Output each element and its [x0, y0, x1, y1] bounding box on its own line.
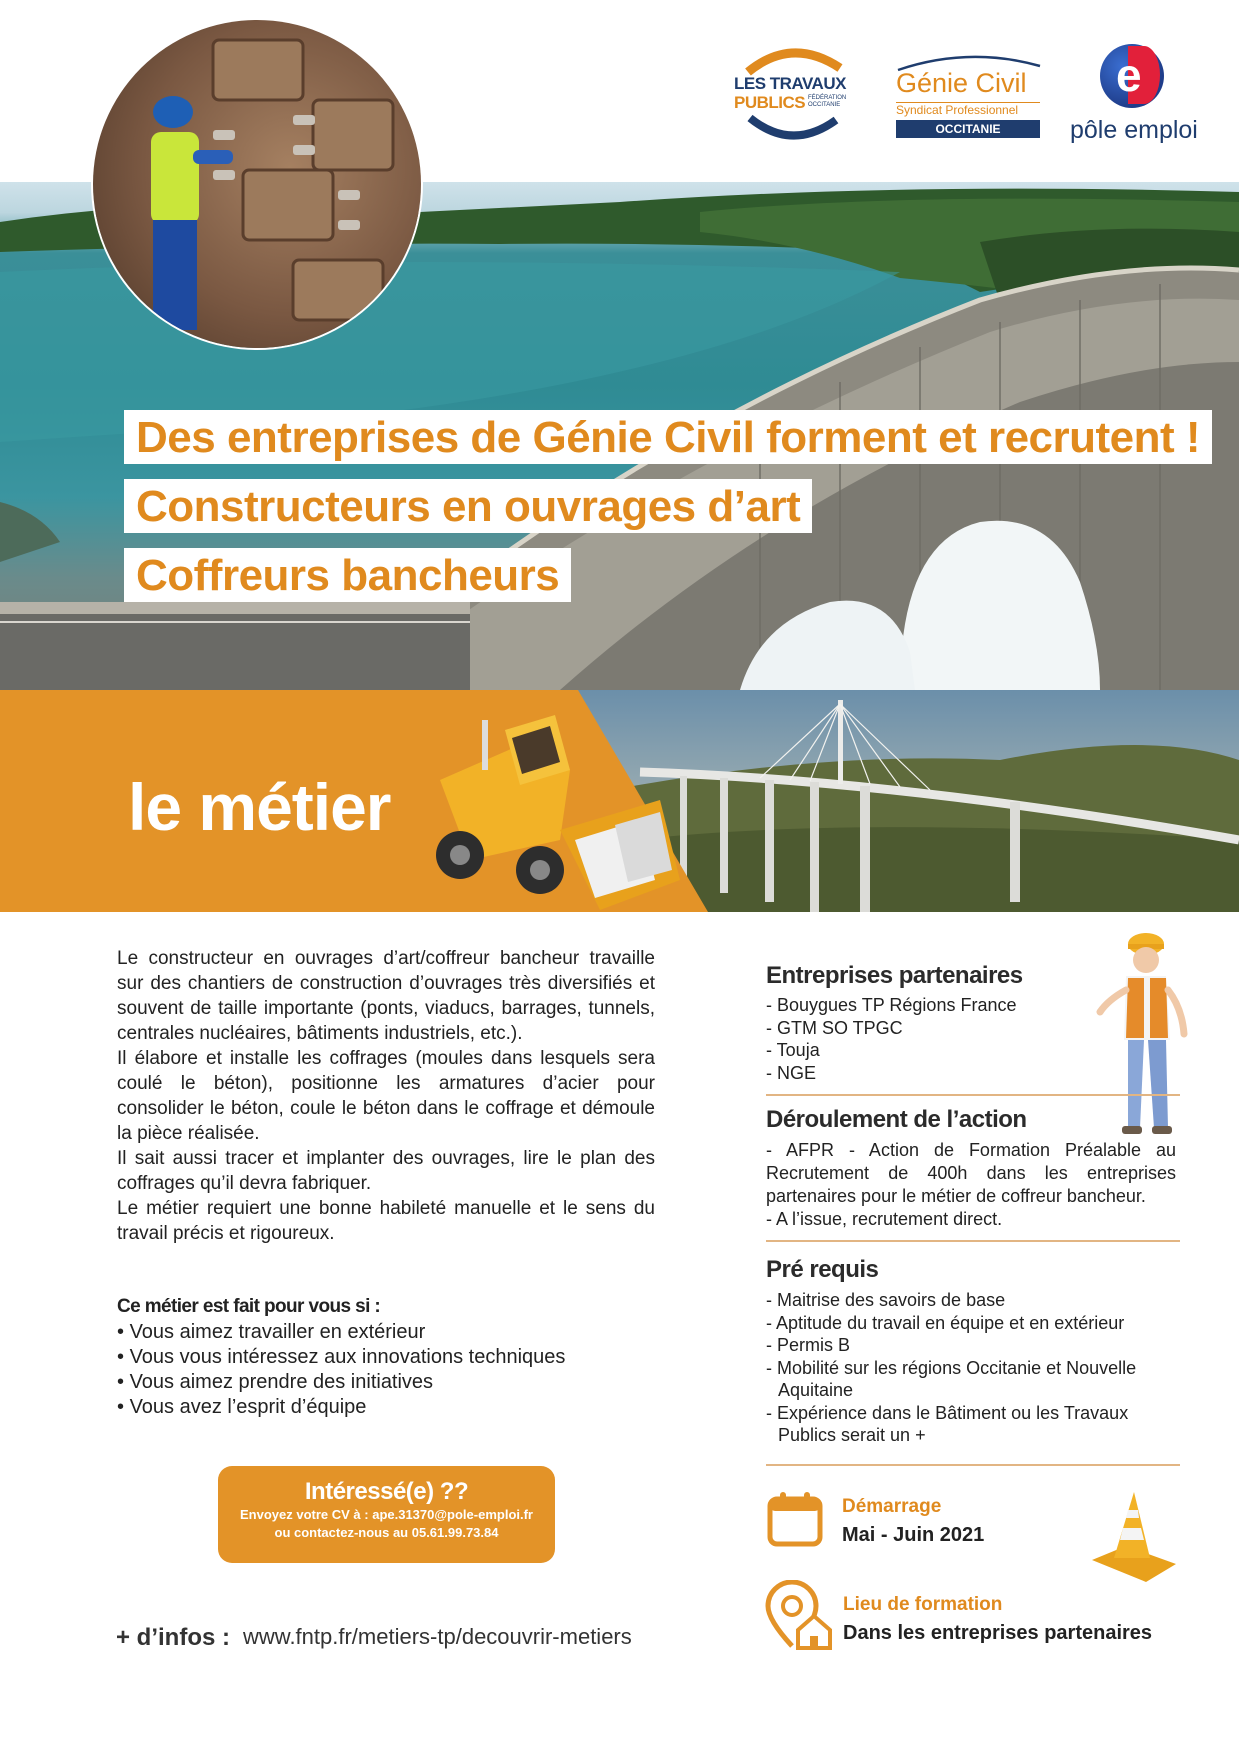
- separator: [766, 1240, 1180, 1242]
- location-home-icon: [764, 1580, 832, 1650]
- deroulement-title: Déroulement de l’action: [766, 1106, 1027, 1133]
- logo-pole-emploi: [1062, 44, 1202, 148]
- prerequis-item: - Permis B: [766, 1334, 1176, 1357]
- traffic-cone-icon: [1086, 1488, 1178, 1586]
- location-svg: [764, 1580, 832, 1650]
- logo-tp-sub: [808, 95, 846, 109]
- fit-item: • Vous aimez travailler en extérieur: [117, 1320, 565, 1345]
- fit-title: Ce métier est fait pour vous si :: [117, 1296, 381, 1317]
- prerequis-item: - Expérience dans le Bâtiment ou les Travaux Publics serait un +: [766, 1402, 1176, 1447]
- demarrage-label: Démarrage: [842, 1496, 942, 1517]
- deroulement-p2: - A l’issue, recrutement direct.: [766, 1209, 1003, 1229]
- desc-paragraph: Le métier requiert une bonne habileté manuelle et le sens du travail précis et rigoureux.: [117, 1198, 655, 1244]
- deroulement-p1: - AFPR - Action de Formation Préalable au Recrutement de 400h dans les entreprises partenaires pour le métier de coffreur bancheur.: [766, 1140, 1176, 1206]
- lieu-value: Dans les entreprises partenaires: [843, 1622, 1153, 1644]
- desc-paragraph: Le constructeur en ouvrages d’art/coffreur bancheur travaille sur des chantiers de construction d’ouvrages très diversifiés et souvent de taille importante (ponts, viaducs, barrages, tunnels, centrales nucléaires, bâtiments industriels, etc.).: [117, 948, 655, 1044]
- metier-description: [117, 946, 655, 1246]
- fit-item: • Vous aimez prendre des initiatives: [117, 1370, 565, 1395]
- separator: [766, 1094, 1180, 1096]
- separator: [766, 1464, 1180, 1466]
- interested-cta-box[interactable]: [218, 1466, 555, 1563]
- cta-email-line[interactable]: Envoyez votre CV à : ape.31370@pole-emploi.fr: [240, 1507, 533, 1522]
- headline-constructeurs: Constructeurs en ouvrages d’art: [124, 479, 812, 533]
- partenaire-item: - GTM SO TPGC: [766, 1017, 1176, 1040]
- partenaire-item: - Bouygues TP Régions France: [766, 994, 1176, 1017]
- logo-genie-civil: [894, 52, 1044, 144]
- partenaire-item: - NGE: [766, 1062, 1176, 1085]
- calendar-svg: [766, 1490, 824, 1548]
- headline-coffreurs: Coffreurs bancheurs: [124, 548, 571, 602]
- desc-paragraph: Il sait aussi tracer et implanter des ouvrages, lire le plan des coffrages qu’il devra fabriquer.: [117, 1148, 655, 1194]
- desc-paragraph: Il élabore et installe les coffrages (moules dans lesquels sera coulé le béton), positionne les armatures d’acier pour consolider le béton, coule le béton dans le coffrage et démoule la pièce réalisée.: [117, 1048, 655, 1144]
- prerequis-item: - Maitrise des savoirs de base: [766, 1289, 1176, 1312]
- fit-item: • Vous avez l’esprit d’équipe: [117, 1395, 565, 1420]
- prerequis-list: [766, 1289, 1176, 1447]
- info-label: + d’infos :: [116, 1624, 230, 1651]
- logo-gc-title: Génie Civil: [896, 68, 1027, 98]
- logo-tp-sub1: FÉDÉRATION: [808, 95, 847, 101]
- cone-svg: [1086, 1488, 1178, 1586]
- calendar-icon: [766, 1490, 824, 1548]
- pole-emploi-name: pôle emploi: [1070, 116, 1198, 144]
- logo-gc-region: OCCITANIE: [896, 120, 1040, 138]
- logo-tp-sub2: OCCITANIE: [808, 102, 841, 108]
- partenaires-list: [766, 994, 1176, 1084]
- pole-emploi-mark: e: [1116, 49, 1142, 101]
- prerequis-title: Pré requis: [766, 1256, 879, 1283]
- partenaire-item: - Touja: [766, 1039, 1176, 1062]
- lieu-label: Lieu de formation: [843, 1594, 1003, 1615]
- logo-travaux-publics: [728, 44, 858, 144]
- headline-recrutent: Des entreprises de Génie Civil forment et recrutent !: [124, 410, 1212, 464]
- tunnel-boring-worker-photo: [93, 20, 421, 348]
- logo-gc-subtitle: Syndicat Professionnel: [896, 102, 1040, 117]
- prerequis-item: - Mobilité sur les régions Occitanie et Nouvelle Aquitaine: [766, 1357, 1176, 1402]
- cta-title: Intéressé(e) ??: [304, 1478, 469, 1505]
- logo-tp-line2: PUBLICS: [734, 93, 806, 112]
- fit-list: [117, 1320, 565, 1420]
- cta-phone-line[interactable]: ou contactez-nous au 05.61.99.73.84: [274, 1525, 499, 1540]
- fit-item: • Vous vous intéressez aux innovations techniques: [117, 1345, 565, 1370]
- logo-tp-line1: LES TRAVAUX: [734, 74, 846, 93]
- demarrage-value: Mai - Juin 2021: [842, 1524, 985, 1546]
- worker-illustration: [93, 20, 421, 348]
- prerequis-item: - Aptitude du travail en équipe et en extérieur: [766, 1312, 1176, 1335]
- deroulement-body: [766, 1139, 1176, 1231]
- partenaires-title: Entreprises partenaires: [766, 962, 1023, 989]
- metier-title: le métier: [128, 770, 391, 844]
- info-link[interactable]: www.fntp.fr/metiers-tp/decouvrir-metiers: [243, 1624, 632, 1649]
